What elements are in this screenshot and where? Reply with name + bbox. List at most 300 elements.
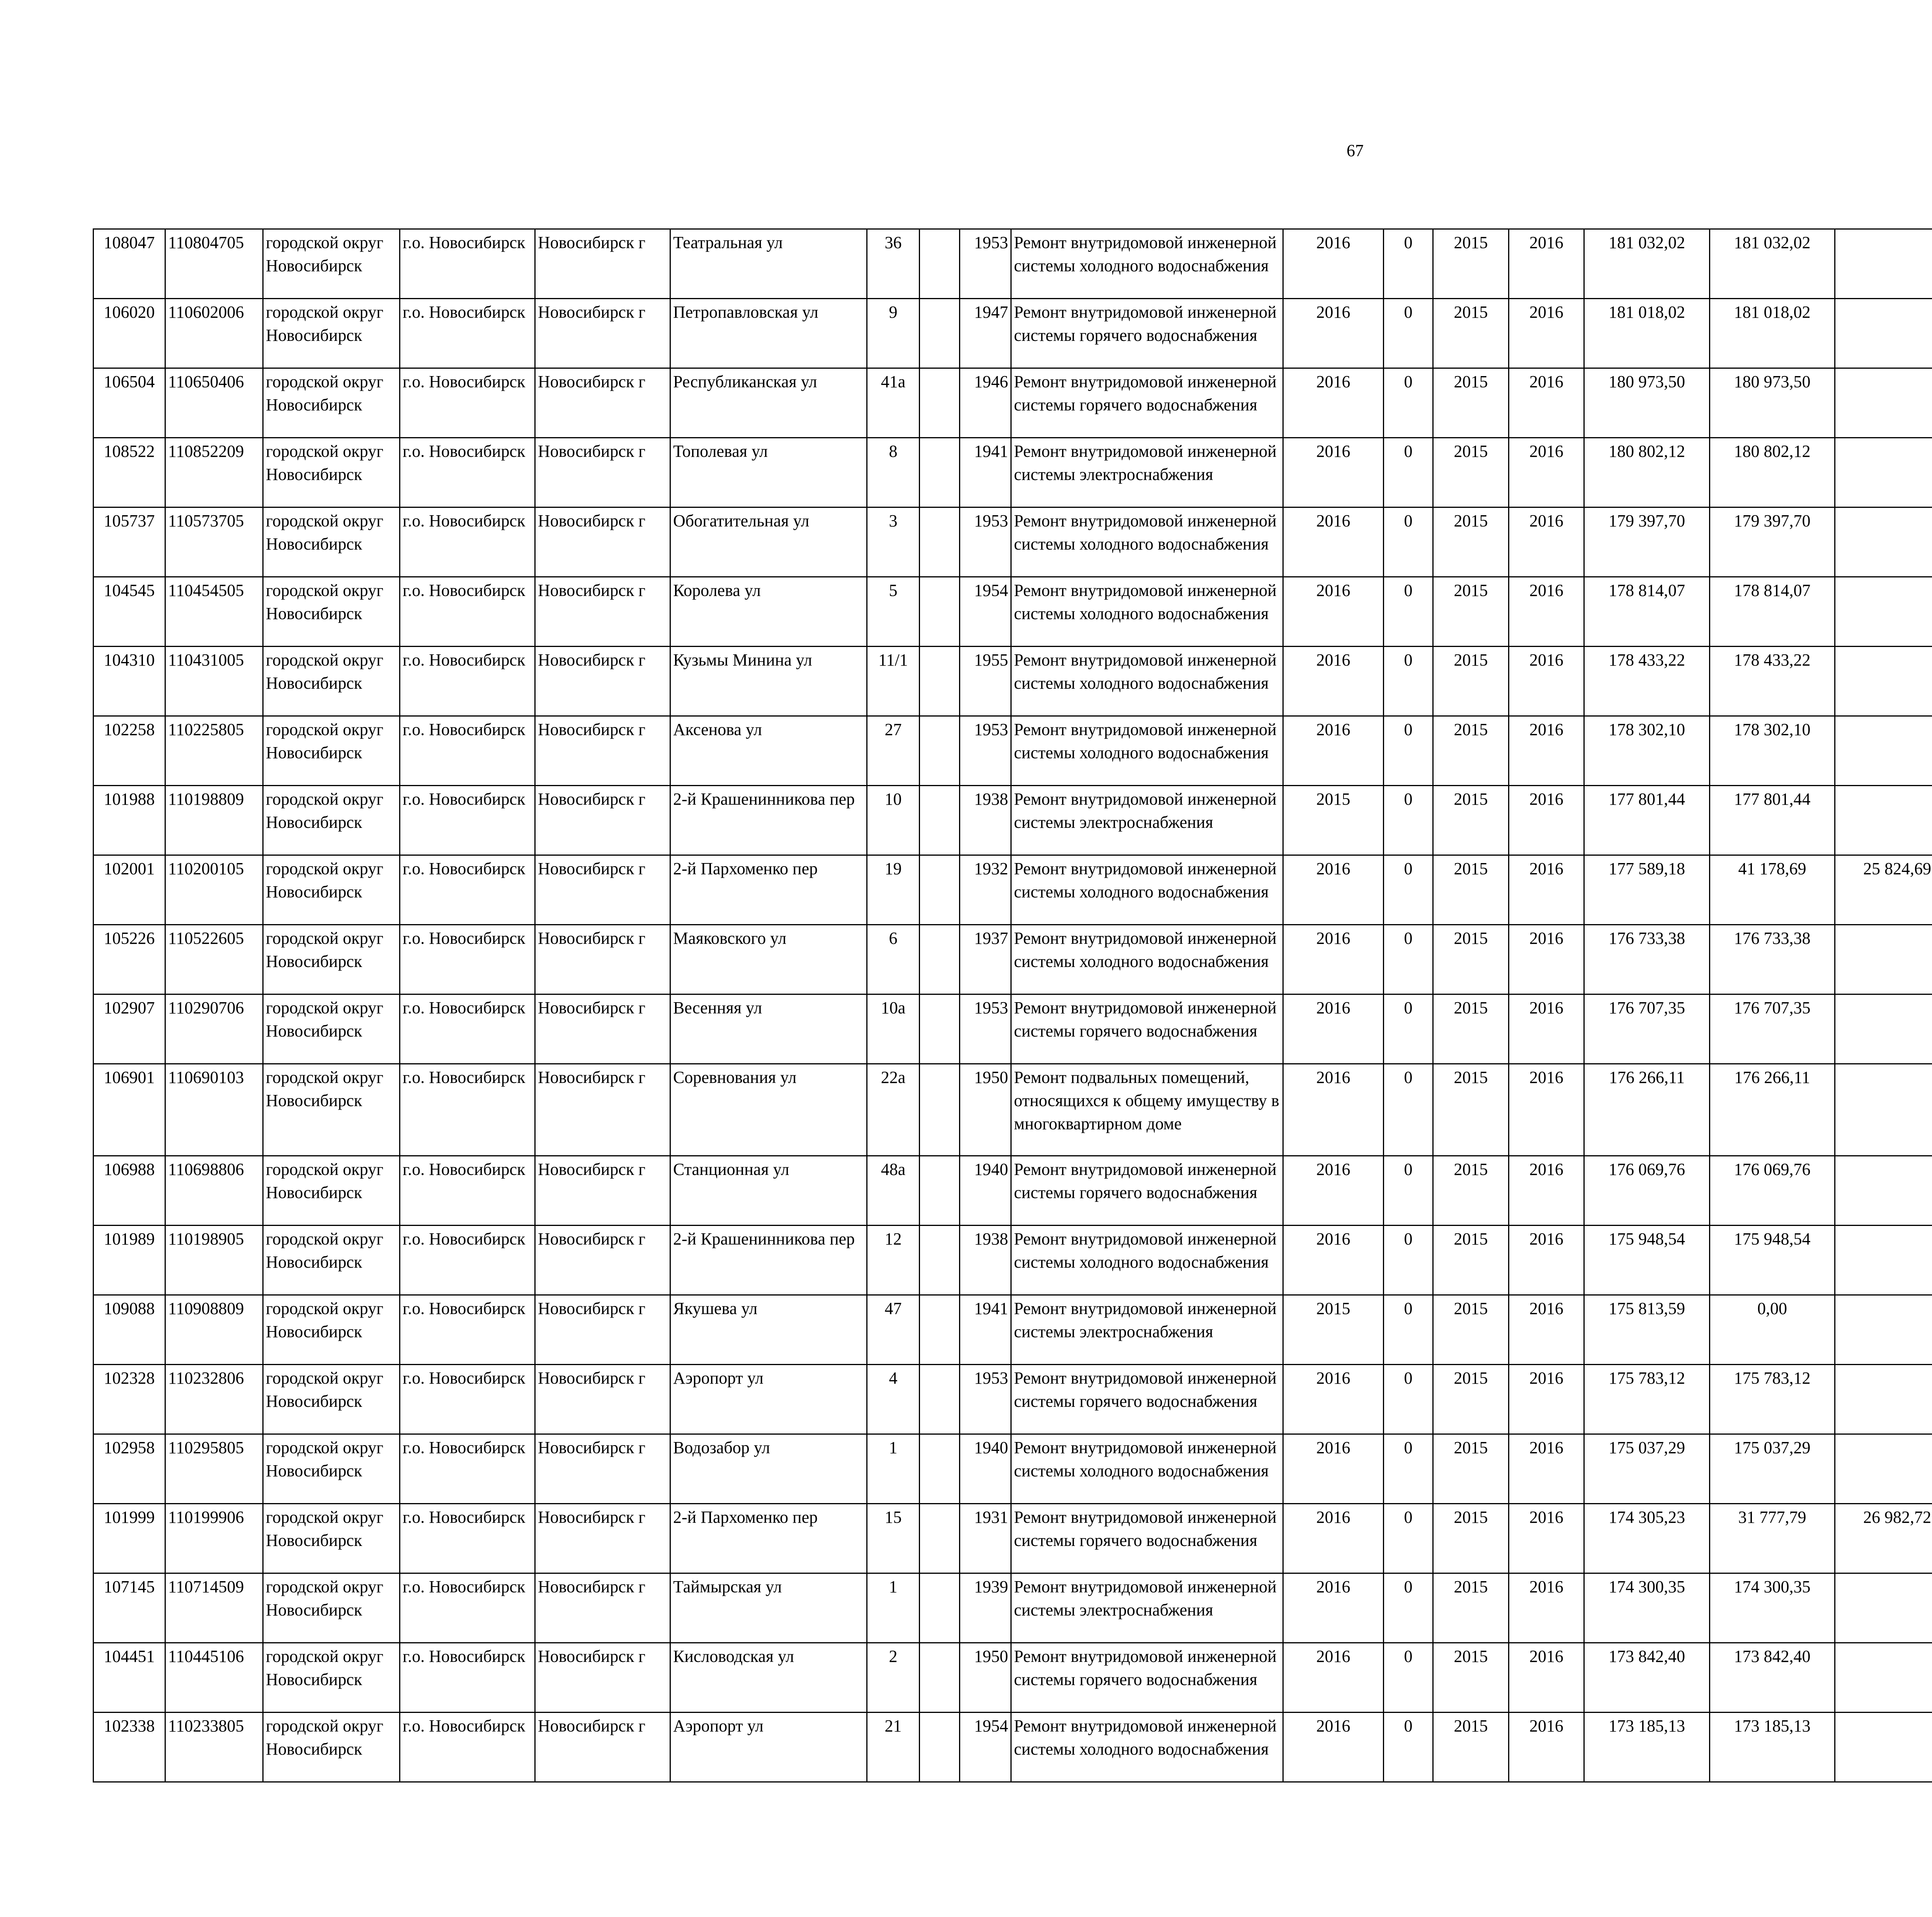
cell-korp <box>920 1573 960 1643</box>
cell-id: 107145 <box>94 1573 165 1643</box>
cell-mun-type: городской округ Новосибирск <box>263 1064 400 1156</box>
cell-mun: г.о. Новосибирск <box>400 647 535 716</box>
cell-s1: 178 814,07 <box>1710 577 1835 647</box>
cell-code: 110852209 <box>165 438 263 507</box>
cell-v4: 2016 <box>1509 368 1584 438</box>
cell-total: 175 948,54 <box>1584 1226 1710 1295</box>
cell-id: 109088 <box>94 1295 165 1365</box>
cell-city: Новосибирск г <box>535 1573 670 1643</box>
cell-work: Ремонт внутридомовой инженерной системы электроснабжения <box>1011 1295 1283 1365</box>
cell-city: Новосибирск г <box>535 368 670 438</box>
cell-s1: 175 783,12 <box>1710 1365 1835 1434</box>
cell-v3: 2015 <box>1433 1713 1509 1782</box>
cell-house: 21 <box>867 1713 920 1782</box>
cell-v3: 2015 <box>1433 577 1509 647</box>
cell-mun-type: городской округ Новосибирск <box>263 1365 400 1434</box>
cell-mun-type: городской округ Новосибирск <box>263 577 400 647</box>
cell-year: 1946 <box>960 368 1011 438</box>
cell-korp <box>920 1504 960 1573</box>
cell-v2: 0 <box>1384 1573 1433 1643</box>
cell-year: 1955 <box>960 647 1011 716</box>
cell-year: 1938 <box>960 786 1011 855</box>
cell-house: 10 <box>867 786 920 855</box>
cell-s1: 176 266,11 <box>1710 1064 1835 1156</box>
cell-house: 8 <box>867 438 920 507</box>
cell-mun: г.о. Новосибирск <box>400 507 535 577</box>
cell-id: 101988 <box>94 786 165 855</box>
cell-id: 102338 <box>94 1713 165 1782</box>
table-row <box>94 1226 1932 1295</box>
table-row <box>94 507 1932 577</box>
table-row <box>94 1295 1932 1365</box>
cell-s1: 175 948,54 <box>1710 1226 1835 1295</box>
table-row <box>94 855 1932 925</box>
cell-v3: 2015 <box>1433 1504 1509 1573</box>
cell-year: 1932 <box>960 855 1011 925</box>
cell-work: Ремонт подвальных помещений, относящихся к общему имуществу в многоквартирном доме <box>1011 1064 1283 1156</box>
cell-v1: 2016 <box>1283 299 1384 368</box>
cell-city: Новосибирск г <box>535 577 670 647</box>
cell-v4: 2016 <box>1509 994 1584 1064</box>
cell-s2 <box>1835 1064 1932 1156</box>
cell-id: 105737 <box>94 507 165 577</box>
cell-mun-type: городской округ Новосибирск <box>263 299 400 368</box>
cell-v1: 2016 <box>1283 1713 1384 1782</box>
cell-mun: г.о. Новосибирск <box>400 1365 535 1434</box>
cell-code: 110445106 <box>165 1643 263 1713</box>
cell-v1: 2016 <box>1283 438 1384 507</box>
table-row <box>94 1573 1932 1643</box>
cell-v2: 0 <box>1384 438 1433 507</box>
cell-total: 173 185,13 <box>1584 1713 1710 1782</box>
cell-v1: 2016 <box>1283 1573 1384 1643</box>
cell-v2: 0 <box>1384 1643 1433 1713</box>
cell-work: Ремонт внутридомовой инженерной системы холодного водоснабжения <box>1011 1434 1283 1504</box>
cell-s1: 179 397,70 <box>1710 507 1835 577</box>
cell-total: 178 433,22 <box>1584 647 1710 716</box>
cell-korp <box>920 577 960 647</box>
cell-mun-type: городской округ Новосибирск <box>263 438 400 507</box>
cell-s2 <box>1835 1713 1932 1782</box>
cell-v3: 2015 <box>1433 1434 1509 1504</box>
cell-s1: 31 777,79 <box>1710 1504 1835 1573</box>
table-row <box>94 647 1932 716</box>
cell-v3: 2015 <box>1433 647 1509 716</box>
cell-korp <box>920 1156 960 1226</box>
cell-v1: 2016 <box>1283 1434 1384 1504</box>
cell-code: 110431005 <box>165 647 263 716</box>
cell-street: Королева ул <box>670 577 867 647</box>
cell-total: 177 589,18 <box>1584 855 1710 925</box>
cell-v2: 0 <box>1384 994 1433 1064</box>
cell-mun: г.о. Новосибирск <box>400 786 535 855</box>
cell-mun-type: городской округ Новосибирск <box>263 1434 400 1504</box>
cell-v2: 0 <box>1384 299 1433 368</box>
cell-work: Ремонт внутридомовой инженерной системы горячего водоснабжения <box>1011 1365 1283 1434</box>
cell-s1: 181 018,02 <box>1710 299 1835 368</box>
cell-s1: 180 802,12 <box>1710 438 1835 507</box>
cell-year: 1937 <box>960 925 1011 994</box>
cell-mun: г.о. Новосибирск <box>400 716 535 786</box>
cell-year: 1953 <box>960 716 1011 786</box>
cell-code: 110225805 <box>165 716 263 786</box>
cell-mun-type: городской округ Новосибирск <box>263 647 400 716</box>
cell-mun-type: городской округ Новосибирск <box>263 786 400 855</box>
cell-v2: 0 <box>1384 786 1433 855</box>
cell-street: Кузьмы Минина ул <box>670 647 867 716</box>
cell-code: 110602006 <box>165 299 263 368</box>
cell-v3: 2015 <box>1433 1365 1509 1434</box>
cell-mun: г.о. Новосибирск <box>400 438 535 507</box>
cell-korp <box>920 647 960 716</box>
cell-mun: г.о. Новосибирск <box>400 1713 535 1782</box>
cell-s2 <box>1835 1156 1932 1226</box>
cell-city: Новосибирск г <box>535 647 670 716</box>
cell-v3: 2015 <box>1433 229 1509 299</box>
cell-code: 110908809 <box>165 1295 263 1365</box>
cell-year: 1947 <box>960 299 1011 368</box>
cell-v2: 0 <box>1384 1156 1433 1226</box>
cell-v4: 2016 <box>1509 1156 1584 1226</box>
cell-korp <box>920 1713 960 1782</box>
cell-korp <box>920 507 960 577</box>
cell-city: Новосибирск г <box>535 299 670 368</box>
cell-s1: 176 069,76 <box>1710 1156 1835 1226</box>
cell-city: Новосибирск г <box>535 1434 670 1504</box>
cell-city: Новосибирск г <box>535 855 670 925</box>
table-row <box>94 1504 1932 1573</box>
cell-total: 176 733,38 <box>1584 925 1710 994</box>
cell-korp <box>920 925 960 994</box>
cell-v4: 2016 <box>1509 438 1584 507</box>
cell-street: Маяковского ул <box>670 925 867 994</box>
cell-code: 110573705 <box>165 507 263 577</box>
cell-v4: 2016 <box>1509 229 1584 299</box>
cell-s1: 181 032,02 <box>1710 229 1835 299</box>
cell-code: 110199906 <box>165 1504 263 1573</box>
cell-mun-type: городской округ Новосибирск <box>263 925 400 994</box>
cell-code: 110650406 <box>165 368 263 438</box>
cell-work: Ремонт внутридомовой инженерной системы холодного водоснабжения <box>1011 716 1283 786</box>
cell-s2 <box>1835 786 1932 855</box>
cell-v3: 2015 <box>1433 786 1509 855</box>
cell-v4: 2016 <box>1509 577 1584 647</box>
cell-city: Новосибирск г <box>535 438 670 507</box>
cell-v3: 2015 <box>1433 1226 1509 1295</box>
cell-korp <box>920 1643 960 1713</box>
cell-s1: 41 178,69 <box>1710 855 1835 925</box>
cell-v4: 2016 <box>1509 925 1584 994</box>
cell-v1: 2016 <box>1283 925 1384 994</box>
cell-code: 110232806 <box>165 1365 263 1434</box>
table-row <box>94 716 1932 786</box>
cell-work: Ремонт внутридомовой инженерной системы холодного водоснабжения <box>1011 925 1283 994</box>
cell-mun: г.о. Новосибирск <box>400 1156 535 1226</box>
cell-year: 1940 <box>960 1434 1011 1504</box>
cell-v4: 2016 <box>1509 716 1584 786</box>
cell-s1: 176 733,38 <box>1710 925 1835 994</box>
cell-code: 110454505 <box>165 577 263 647</box>
cell-work: Ремонт внутридомовой инженерной системы горячего водоснабжения <box>1011 1504 1283 1573</box>
table-body <box>94 229 1932 1782</box>
cell-street: 2-й Пархоменко пер <box>670 1504 867 1573</box>
cell-mun-type: городской округ Новосибирск <box>263 1573 400 1643</box>
cell-mun-type: городской округ Новосибирск <box>263 1226 400 1295</box>
table-row <box>94 1713 1932 1782</box>
cell-code: 110714509 <box>165 1573 263 1643</box>
cell-v2: 0 <box>1384 1434 1433 1504</box>
cell-s2 <box>1835 1295 1932 1365</box>
cell-year: 1953 <box>960 1365 1011 1434</box>
cell-v4: 2016 <box>1509 1573 1584 1643</box>
cell-v2: 0 <box>1384 577 1433 647</box>
cell-mun-type: городской округ Новосибирск <box>263 1713 400 1782</box>
cell-work: Ремонт внутридомовой инженерной системы холодного водоснабжения <box>1011 507 1283 577</box>
cell-v1: 2016 <box>1283 577 1384 647</box>
cell-v2: 0 <box>1384 647 1433 716</box>
cell-city: Новосибирск г <box>535 716 670 786</box>
cell-id: 102958 <box>94 1434 165 1504</box>
cell-v1: 2015 <box>1283 786 1384 855</box>
table-row <box>94 577 1932 647</box>
cell-v1: 2016 <box>1283 1365 1384 1434</box>
cell-street: Якушева ул <box>670 1295 867 1365</box>
cell-house: 27 <box>867 716 920 786</box>
cell-house: 11/1 <box>867 647 920 716</box>
cell-korp <box>920 299 960 368</box>
cell-s2 <box>1835 1226 1932 1295</box>
cell-mun-type: городской округ Новосибирск <box>263 1295 400 1365</box>
cell-year: 1953 <box>960 994 1011 1064</box>
cell-v3: 2015 <box>1433 299 1509 368</box>
cell-street: 2-й Крашенинникова пер <box>670 1226 867 1295</box>
cell-mun-type: городской округ Новосибирск <box>263 507 400 577</box>
cell-street: Республиканская ул <box>670 368 867 438</box>
cell-v2: 0 <box>1384 1504 1433 1573</box>
cell-v1: 2016 <box>1283 647 1384 716</box>
cell-house: 1 <box>867 1434 920 1504</box>
cell-id: 105226 <box>94 925 165 994</box>
cell-total: 180 802,12 <box>1584 438 1710 507</box>
cell-code: 110804705 <box>165 229 263 299</box>
table-row <box>94 786 1932 855</box>
cell-v1: 2016 <box>1283 994 1384 1064</box>
cell-work: Ремонт внутридомовой инженерной системы холодного водоснабжения <box>1011 229 1283 299</box>
cell-v3: 2015 <box>1433 1295 1509 1365</box>
cell-id: 104545 <box>94 577 165 647</box>
cell-work: Ремонт внутридомовой инженерной системы холодного водоснабжения <box>1011 1226 1283 1295</box>
cell-mun: г.о. Новосибирск <box>400 1643 535 1713</box>
cell-v3: 2015 <box>1433 925 1509 994</box>
cell-code: 110698806 <box>165 1156 263 1226</box>
cell-total: 173 842,40 <box>1584 1643 1710 1713</box>
cell-v4: 2016 <box>1509 1295 1584 1365</box>
cell-s2 <box>1835 507 1932 577</box>
cell-street: Соревнования ул <box>670 1064 867 1156</box>
cell-v2: 0 <box>1384 716 1433 786</box>
cell-total: 178 302,10 <box>1584 716 1710 786</box>
cell-v1: 2016 <box>1283 855 1384 925</box>
cell-house: 6 <box>867 925 920 994</box>
cell-street: Обогатительная ул <box>670 507 867 577</box>
cell-v3: 2015 <box>1433 368 1509 438</box>
cell-v1: 2016 <box>1283 1156 1384 1226</box>
cell-v2: 0 <box>1384 1064 1433 1156</box>
cell-v2: 0 <box>1384 507 1433 577</box>
cell-code: 110200105 <box>165 855 263 925</box>
cell-mun: г.о. Новосибирск <box>400 1295 535 1365</box>
cell-v2: 0 <box>1384 368 1433 438</box>
cell-work: Ремонт внутридомовой инженерной системы горячего водоснабжения <box>1011 299 1283 368</box>
cell-total: 174 300,35 <box>1584 1573 1710 1643</box>
cell-total: 179 397,70 <box>1584 507 1710 577</box>
cell-v2: 0 <box>1384 229 1433 299</box>
cell-v2: 0 <box>1384 1226 1433 1295</box>
cell-korp <box>920 1434 960 1504</box>
cell-work: Ремонт внутридомовой инженерной системы холодного водоснабжения <box>1011 1713 1283 1782</box>
table-row <box>94 1064 1932 1156</box>
cell-v3: 2015 <box>1433 716 1509 786</box>
cell-korp <box>920 786 960 855</box>
cell-work: Ремонт внутридомовой инженерной системы горячего водоснабжения <box>1011 1156 1283 1226</box>
cell-city: Новосибирск г <box>535 1365 670 1434</box>
cell-street: Театральная ул <box>670 229 867 299</box>
cell-code: 110198905 <box>165 1226 263 1295</box>
cell-mun-type: городской округ Новосибирск <box>263 368 400 438</box>
cell-work: Ремонт внутридомовой инженерной системы холодного водоснабжения <box>1011 577 1283 647</box>
cell-v1: 2016 <box>1283 716 1384 786</box>
cell-house: 22а <box>867 1064 920 1156</box>
cell-id: 106988 <box>94 1156 165 1226</box>
cell-s1: 180 973,50 <box>1710 368 1835 438</box>
cell-house: 5 <box>867 577 920 647</box>
cell-korp <box>920 438 960 507</box>
cell-city: Новосибирск г <box>535 229 670 299</box>
cell-year: 1953 <box>960 229 1011 299</box>
cell-mun-type: городской округ Новосибирск <box>263 229 400 299</box>
cell-v4: 2016 <box>1509 1064 1584 1156</box>
cell-street: Кисловодская ул <box>670 1643 867 1713</box>
cell-v4: 2016 <box>1509 1713 1584 1782</box>
cell-city: Новосибирск г <box>535 1713 670 1782</box>
cell-korp <box>920 229 960 299</box>
cell-s2: 26 982,72 <box>1835 1504 1932 1573</box>
cell-house: 10а <box>867 994 920 1064</box>
cell-mun: г.о. Новосибирск <box>400 1573 535 1643</box>
table-row <box>94 1365 1932 1434</box>
cell-street: 2-й Крашенинникова пер <box>670 786 867 855</box>
cell-korp <box>920 1295 960 1365</box>
page-number: 67 <box>1347 141 1364 160</box>
cell-city: Новосибирск г <box>535 1643 670 1713</box>
cell-total: 176 069,76 <box>1584 1156 1710 1226</box>
cell-v4: 2016 <box>1509 299 1584 368</box>
cell-korp <box>920 1064 960 1156</box>
cell-v3: 2015 <box>1433 507 1509 577</box>
cell-mun-type: городской округ Новосибирск <box>263 1643 400 1713</box>
cell-total: 176 266,11 <box>1584 1064 1710 1156</box>
cell-s1: 173 842,40 <box>1710 1643 1835 1713</box>
cell-code: 110290706 <box>165 994 263 1064</box>
cell-s1: 0,00 <box>1710 1295 1835 1365</box>
cell-s2 <box>1835 1434 1932 1504</box>
cell-s2 <box>1835 1573 1932 1643</box>
cell-korp <box>920 855 960 925</box>
cell-year: 1954 <box>960 1713 1011 1782</box>
cell-v4: 2016 <box>1509 1643 1584 1713</box>
repair-program-table <box>93 228 1932 1783</box>
cell-house: 2 <box>867 1643 920 1713</box>
cell-mun: г.о. Новосибирск <box>400 1064 535 1156</box>
table-row <box>94 1434 1932 1504</box>
cell-s2 <box>1835 647 1932 716</box>
cell-year: 1940 <box>960 1156 1011 1226</box>
cell-work: Ремонт внутридомовой инженерной системы горячего водоснабжения <box>1011 1643 1283 1713</box>
cell-city: Новосибирск г <box>535 925 670 994</box>
cell-house: 48а <box>867 1156 920 1226</box>
cell-work: Ремонт внутридомовой инженерной системы электроснабжения <box>1011 786 1283 855</box>
cell-street: Водозабор ул <box>670 1434 867 1504</box>
cell-id: 104451 <box>94 1643 165 1713</box>
cell-year: 1941 <box>960 438 1011 507</box>
cell-v4: 2016 <box>1509 1226 1584 1295</box>
cell-street: Аэропорт ул <box>670 1365 867 1434</box>
cell-house: 9 <box>867 299 920 368</box>
cell-mun: г.о. Новосибирск <box>400 1504 535 1573</box>
cell-house: 12 <box>867 1226 920 1295</box>
cell-mun: г.о. Новосибирск <box>400 368 535 438</box>
table-row <box>94 925 1932 994</box>
cell-code: 110690103 <box>165 1064 263 1156</box>
cell-street: Станционная ул <box>670 1156 867 1226</box>
cell-house: 1 <box>867 1573 920 1643</box>
cell-id: 106504 <box>94 368 165 438</box>
cell-v3: 2015 <box>1433 1064 1509 1156</box>
cell-mun-type: городской округ Новосибирск <box>263 994 400 1064</box>
cell-house: 36 <box>867 229 920 299</box>
cell-v2: 0 <box>1384 1713 1433 1782</box>
cell-house: 3 <box>867 507 920 577</box>
cell-total: 175 813,59 <box>1584 1295 1710 1365</box>
cell-city: Новосибирск г <box>535 786 670 855</box>
cell-code: 110233805 <box>165 1713 263 1782</box>
cell-total: 181 032,02 <box>1584 229 1710 299</box>
cell-city: Новосибирск г <box>535 507 670 577</box>
cell-v2: 0 <box>1384 1365 1433 1434</box>
cell-s1: 178 302,10 <box>1710 716 1835 786</box>
cell-street: Аэропорт ул <box>670 1713 867 1782</box>
cell-house: 4 <box>867 1365 920 1434</box>
cell-mun-type: городской округ Новосибирск <box>263 1504 400 1573</box>
cell-year: 1950 <box>960 1064 1011 1156</box>
cell-street: Аксенова ул <box>670 716 867 786</box>
cell-v4: 2016 <box>1509 1434 1584 1504</box>
cell-v3: 2015 <box>1433 1643 1509 1713</box>
cell-total: 176 707,35 <box>1584 994 1710 1064</box>
cell-id: 101999 <box>94 1504 165 1573</box>
cell-v1: 2016 <box>1283 1504 1384 1573</box>
cell-v1: 2016 <box>1283 1064 1384 1156</box>
cell-mun-type: городской округ Новосибирск <box>263 716 400 786</box>
cell-v2: 0 <box>1384 1295 1433 1365</box>
cell-id: 102328 <box>94 1365 165 1434</box>
cell-v4: 2016 <box>1509 786 1584 855</box>
cell-v4: 2016 <box>1509 1365 1584 1434</box>
cell-v3: 2015 <box>1433 1156 1509 1226</box>
cell-mun: г.о. Новосибирск <box>400 925 535 994</box>
cell-total: 178 814,07 <box>1584 577 1710 647</box>
cell-v4: 2016 <box>1509 1504 1584 1573</box>
